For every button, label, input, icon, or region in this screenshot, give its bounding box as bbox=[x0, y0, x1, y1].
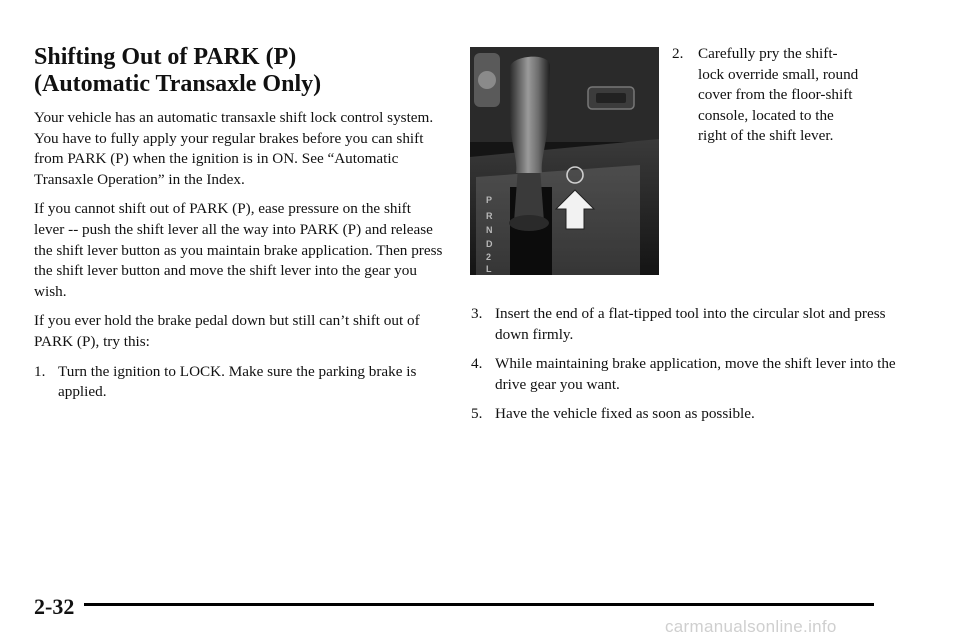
step-4 bbox=[471, 354, 911, 395]
heading-line-2: (Automatic Transaxle Only) bbox=[34, 71, 322, 97]
step-4-text: While maintaining brake application, move the shift lever into the drive gear you want. bbox=[495, 355, 896, 393]
right-column-steps bbox=[471, 304, 911, 434]
watermark: carmanualsonline.info bbox=[665, 617, 837, 636]
step-5 bbox=[471, 404, 911, 425]
step-2 bbox=[672, 44, 862, 147]
left-column bbox=[34, 44, 444, 412]
gear-letter-r: R bbox=[486, 211, 493, 221]
step-2-number: 2. bbox=[672, 45, 684, 62]
step-1-number: 1. bbox=[34, 362, 46, 380]
step-3 bbox=[471, 304, 911, 345]
step-2-text: Carefully pry the shift-lock override small, round cover from the floor-shift console, located to the right of the shift lever. bbox=[698, 45, 859, 145]
step-5-text: Have the vehicle fixed as soon as possible. bbox=[495, 405, 755, 423]
page-number: 2-32 bbox=[34, 594, 75, 619]
step-5-number: 5. bbox=[471, 405, 483, 423]
section-heading bbox=[34, 44, 444, 98]
paragraph-try-this: If you ever hold the brake pedal down but still can’t shift out of PARK (P), try this: bbox=[34, 312, 420, 350]
footer-divider bbox=[84, 603, 874, 606]
shift-lever-photo bbox=[470, 47, 659, 275]
step-4-number: 4. bbox=[471, 355, 483, 373]
gear-letter-p: P bbox=[486, 195, 493, 205]
step-3-text: Insert the end of a flat-tipped tool into the circular slot and press down firmly. bbox=[495, 305, 886, 343]
paragraph-cannot-shift: If you cannot shift out of PARK (P), ease pressure on the shift lever -- push the shift lever all the way into PARK (P) and release the shift lever button as you maintain brake application. Then press the shift lever button and move the shift lever into the gear you wish. bbox=[34, 200, 443, 300]
shift-lever-illustration bbox=[470, 47, 659, 275]
heading-line-1: Shifting Out of PARK (P) bbox=[34, 44, 297, 70]
gear-letter-d: D bbox=[486, 239, 493, 249]
step-1-text: Turn the ignition to LOCK. Make sure the parking brake is applied. bbox=[58, 362, 417, 401]
step-3-number: 3. bbox=[471, 305, 483, 322]
gear-letter-2: 2 bbox=[486, 252, 492, 262]
paragraph-shift-lock-intro: Your vehicle has an automatic transaxle shift lock control system. You have to fully apply your regular brakes before you can shift from PARK (P) when the ignition is in ON. See “Automatic Transaxle Operation” in the Index. bbox=[34, 109, 434, 188]
gear-letter-l: L bbox=[486, 264, 492, 274]
gear-letter-n: N bbox=[486, 225, 493, 235]
step-1 bbox=[34, 362, 444, 403]
